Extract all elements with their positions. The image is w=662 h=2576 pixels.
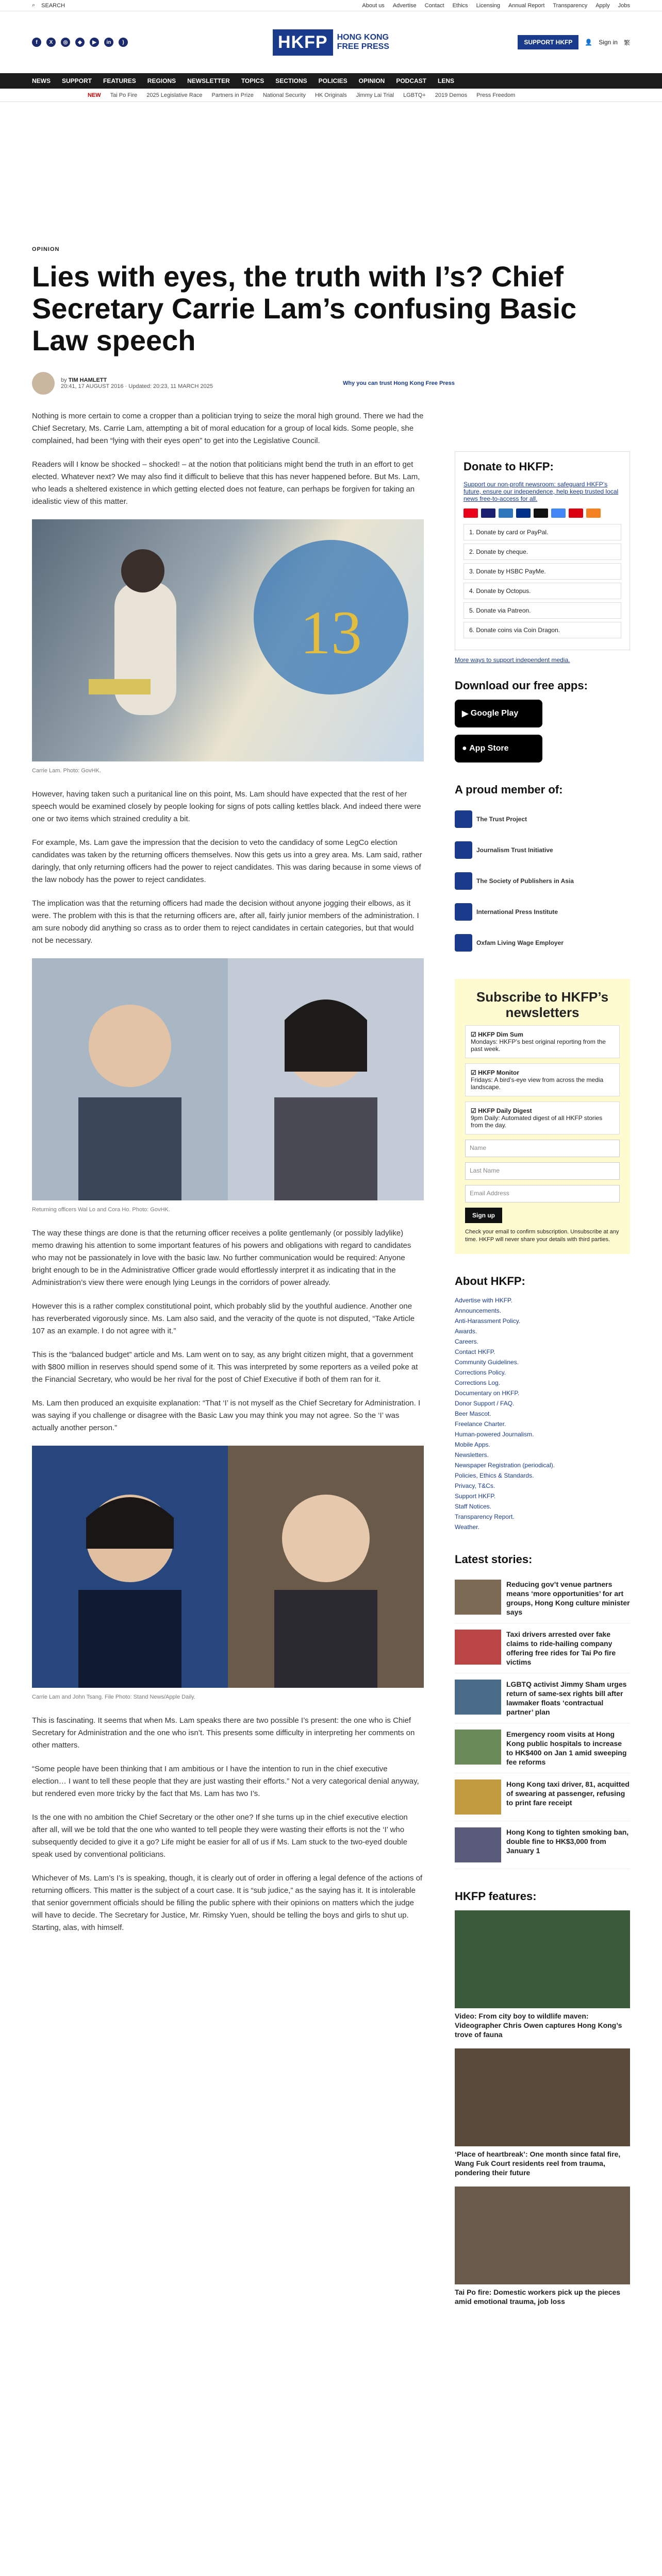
member-logo[interactable]: [455, 896, 630, 927]
newsletter-widget: [455, 979, 630, 1254]
members-title: A proud member of:: [455, 783, 563, 796]
story-title: Hong Kong to tighten smoking ban, double fine to HK$3,000 from January 1: [506, 1828, 629, 1855]
newsletter-name: ☑ HKFP Dim Sum: [471, 1031, 523, 1038]
visa-icon: [481, 509, 495, 518]
member-logo[interactable]: [455, 835, 630, 866]
member-badge-icon: [455, 903, 472, 921]
paragraph: However, having taken such a puritanical line on this point, Ms. Lam should have expected that the rest of her speech would be examined closely by people looking for signs of pots calling kettles black. And indeed there were one or two items which strained credulity a bit.: [32, 790, 421, 823]
logo-mark: HKFP: [273, 29, 333, 56]
facebook-icon[interactable]: f: [32, 38, 41, 47]
top-link[interactable]: Ethics: [452, 2, 468, 9]
top-link[interactable]: Licensing: [476, 2, 501, 9]
story-thumbnail: [455, 1780, 501, 1815]
author-name[interactable]: TIM HAMLETT: [68, 377, 107, 383]
latest-story[interactable]: [455, 1573, 630, 1623]
paragraph: The implication was that the returning officers had made the decision without anyone jogging their elbows, as it were. The problem with this is that the returning officers are, after all, fairly junior members of the administration. I am sure nobody did anything so crass as to order them to reject candidates in certain categories, but that would not be necessary.: [32, 899, 419, 945]
features-title: HKFP features:: [455, 1890, 537, 1903]
author-avatar: [32, 372, 55, 395]
member-badge-icon: [455, 841, 472, 859]
feature-card[interactable]: [455, 2187, 630, 2306]
photo-returning-officers: [32, 958, 424, 1200]
nav-item[interactable]: FEATURES: [103, 77, 136, 84]
figure-caption-1: Carrie Lam. Photo: GovHK.: [32, 768, 101, 774]
latest-story[interactable]: [455, 1673, 630, 1723]
subnav-item[interactable]: Jimmy Lai Trial: [356, 92, 394, 98]
about-link[interactable]: Corrections Log.: [455, 1379, 501, 1386]
paragraph: This is fascinating. It seems that when Ms. Lam speaks there are two possible I’s present: the one who is Chief Secretary for Administration and the one who isn’t. This presents some difficulty in interpreting her comments on other matters.: [32, 1716, 415, 1750]
site-logo[interactable]: [273, 29, 389, 56]
apple-icon: ●: [462, 744, 470, 753]
paragraph: For example, Ms. Lam gave the impression that the decision to veto the candidacy of some LegCo election candidates was taken by the returning officers themselves. Now this gets us into a grey area. Ms. Lam said, rather daringly, that only returning officers had the power to reject candidates. This was daring because in some views of the law nobody has the power to reject candidates.: [32, 838, 422, 884]
story-title: Taxi drivers arrested over fake claims to ride-hailing company offering free rides for Tai Po fire victims: [506, 1630, 616, 1666]
search-icon[interactable]: ⌕: [32, 2, 36, 8]
main-nav: [0, 73, 662, 89]
about-link[interactable]: Beer Mascot.: [455, 1410, 491, 1417]
member-name: Journalism Trust Initiative: [476, 846, 553, 854]
nav-item[interactable]: NEWS: [32, 77, 51, 84]
story-thumbnail: [455, 1630, 501, 1665]
top-link[interactable]: Annual Report: [508, 2, 545, 9]
apps-title: Download our free apps:: [455, 679, 588, 692]
paragraph: “Some people have been thinking that I am ambitious or I have the intention to run in the chief executive election… I want to tell these people that they are just wasting their efforts.” Not a very categorical denial anyway, but rendered even more tricky by the fact that Ms. Lam has two I’s.: [32, 1765, 419, 1798]
site-header: [0, 11, 662, 73]
paragraph: Whichever of Ms. Lam’s I’s is speaking, though, it is clearly out of order in offering a legal defence of the actions of returning officers. This matter is the subject of a court case. It is “sub judice,” as the saying has it. It is intolerable that senior government officials should be filling the public sphere with their opinions on matters which the judge will have to decide. The Secretary for Justice, Mr. Rimsky Yuen, should be telling the boys and girls to shut up. Starting, alas, with himself.: [32, 1874, 423, 1932]
story-title: LGBTQ activist Jimmy Sham urges return of same-sex rights bill after lawmaker floats ‘contractual partner’ plan: [506, 1680, 627, 1716]
by-prefix: by: [61, 377, 67, 383]
feature-title: Tai Po fire: Domestic workers pick up the pieces amid emotional trauma, job loss: [455, 2288, 621, 2306]
about-link[interactable]: Privacy, T&Cs.: [455, 1482, 495, 1489]
logo-line-1: HONG KONG: [337, 33, 389, 42]
donate-title: Donate to HKFP:: [464, 460, 554, 473]
subnav-item[interactable]: Tai Po Fire: [110, 92, 138, 98]
about-link[interactable]: Announcements.: [455, 1307, 502, 1314]
figure-lam-tsang: [32, 1446, 424, 1703]
x-icon[interactable]: X: [46, 38, 56, 47]
rss-icon[interactable]: ): [119, 38, 128, 47]
sign-in-link[interactable]: Sign in: [599, 39, 618, 46]
nav-item[interactable]: POLICIES: [318, 77, 347, 84]
about-link[interactable]: Newsletters.: [455, 1451, 489, 1459]
publish-dates: 20:41, 17 AUGUST 2016 · Updated: 20:23, 11 MARCH 2025: [61, 383, 213, 389]
about-link[interactable]: Advertise with HKFP.: [455, 1297, 512, 1304]
google-play-icon: ▶: [462, 709, 471, 718]
apps-section: [455, 679, 630, 762]
latest-section: [455, 1553, 630, 1869]
top-strip: [0, 0, 662, 11]
story-thumbnail: [455, 1680, 501, 1715]
about-link[interactable]: Awards.: [455, 1328, 477, 1335]
page-title: Lies with eyes, the truth with I’s? Chief Secretary Carrie Lam’s confusing Basic Law speech: [32, 260, 577, 357]
latest-story[interactable]: [455, 1723, 630, 1773]
member-badge-icon: [455, 810, 472, 828]
members-section: [455, 783, 630, 958]
newsletter-desc: 9pm Daily: Automated digest of all HKFP stories from the day.: [471, 1114, 603, 1129]
about-link[interactable]: Policies, Ethics & Standards.: [455, 1472, 534, 1479]
story-title: Emergency room visits at Hong Kong public hospitals to increase to HK$400 on Jan 1 amid sweeping fee reforms: [506, 1730, 627, 1766]
support-button[interactable]: SUPPORT HKFP: [518, 35, 578, 49]
linkedin-icon[interactable]: in: [104, 38, 113, 47]
paragraph: However this is a rather complex constitutional point, which probably slid by the youthful audience. Another one has reverberated vigorously since. Ms. Lam also said, and the veracity of the quote is not disputed, “Take Article 107 as an example. I do not agree with it.”: [32, 1302, 415, 1335]
paragraph: Ms. Lam then produced an exquisite explanation: “That ‘I’ is not myself as the Chief Secretary for Administration. I was saying if you challenge or disagree with the Basic Law you may think you may not agree. So the ‘I’ was actually another person.”: [32, 1399, 421, 1432]
nav-item[interactable]: TOPICS: [241, 77, 264, 84]
payme-icon: [569, 509, 583, 518]
about-link[interactable]: Documentary on HKFP.: [455, 1389, 520, 1397]
subnav-item[interactable]: 2025 Legislative Race: [146, 92, 203, 98]
photo-lam-tsang: [32, 1446, 424, 1688]
newsletter-option[interactable]: [465, 1063, 620, 1096]
newsletter-name: ☑ HKFP Daily Digest: [471, 1107, 532, 1114]
about-link[interactable]: Human-powered Journalism.: [455, 1431, 534, 1438]
about-link[interactable]: Transparency Report.: [455, 1513, 515, 1520]
paypal-icon: [516, 509, 531, 518]
nav-item[interactable]: REGIONS: [147, 77, 176, 84]
member-name: The Trust Project: [476, 816, 527, 823]
more-ways-link[interactable]: More ways to support independent media.: [455, 656, 570, 664]
about-link[interactable]: Freelance Charter.: [455, 1420, 506, 1428]
subnav-item[interactable]: LGBTQ+: [403, 92, 426, 98]
donate-lead[interactable]: Support our non-profit newsroom: safeguard HKFP’s future, ensure our independence, help keep trusted local news free-to-access for all.: [464, 481, 619, 502]
about-link[interactable]: Mobile Apps.: [455, 1441, 490, 1448]
about-link[interactable]: Support HKFP.: [455, 1493, 496, 1500]
newsletter-field[interactable]: Email Address: [465, 1185, 620, 1202]
subnav-item[interactable]: Press Freedom: [476, 92, 516, 98]
feature-image: [455, 2048, 630, 2146]
instagram-icon[interactable]: ◎: [61, 38, 70, 47]
newsletter-field[interactable]: Name: [465, 1140, 620, 1157]
paragraph: The way these things are done is that the returning officer receives a polite gentlemanly (or possibly ladylike) memo drawing his attention to some important features of his powers and obligations with regard to candidates who may not be passionately in love with the basic law. No further communication would be required: Anyone bright enough to be in the Administrative Officer grade would effortlessly interpret it as indicating that in the Administration’s view there were enough lying Leungs in the corridors of power already.: [32, 1229, 411, 1287]
photo-illustration: [32, 519, 424, 761]
member-logo[interactable]: [455, 927, 630, 958]
newsletter-name: ☑ HKFP Monitor: [471, 1069, 519, 1076]
signup-button[interactable]: Sign up: [465, 1208, 502, 1223]
amex-icon: [499, 509, 513, 518]
paragraph: This is the “balanced budget” article and Ms. Lam went on to say, as any bright citizen might, that a government with $800 million in reserves should spend some of it. This was interpreted by some reporters as a veiled poke at the Financial Secretary, who would be her rival for the post of Chief Executive if both of them ran for it.: [32, 1350, 418, 1384]
nav-item[interactable]: SECTIONS: [275, 77, 307, 84]
nav-item[interactable]: SUPPORT: [62, 77, 92, 84]
svg-text:13: 13: [300, 598, 362, 667]
nav-item[interactable]: LENS: [437, 77, 454, 84]
member-badge-icon: [455, 934, 472, 952]
member-logo[interactable]: [455, 866, 630, 896]
latest-story[interactable]: [455, 1821, 630, 1869]
logo-line-2: FREE PRESS: [337, 42, 389, 51]
newsletter-option[interactable]: [465, 1025, 620, 1058]
new-badge: NEW: [88, 92, 101, 98]
newsletter-desc: Fridays: A bird’s-eye view from across the media landscape.: [471, 1076, 604, 1091]
top-links: [362, 3, 630, 9]
nav-item[interactable]: NEWSLETTER: [187, 77, 230, 84]
about-link[interactable]: Weather.: [455, 1523, 479, 1531]
about-section: [455, 1275, 630, 1532]
figure-caption-3: Carrie Lam and John Tsang. File Photo: Stand News/Apple Daily.: [32, 1694, 195, 1700]
latest-title: Latest stories:: [455, 1553, 533, 1566]
newsletter-field[interactable]: Last Name: [465, 1162, 620, 1180]
member-name: International Press Institute: [476, 908, 558, 916]
features-section: [455, 1890, 630, 2306]
paragraph: Readers will I know be shocked – shocked! – at the notion that politicians might bend the truth in an effort to get elected. Whatever next? We may also find it difficult to believe that this has never happened before. But Ms. Lam, who leads a sheltered existence in which getting elected does not feature, can perhaps be forgiven for taking an idealistic view of this matter.: [32, 460, 420, 506]
latest-story[interactable]: [455, 1623, 630, 1673]
member-badge-icon: [455, 872, 472, 890]
app-store-badge[interactable]: ● App Store: [455, 735, 542, 762]
donate-option[interactable]: 1. Donate by card or PayPal.: [464, 524, 621, 540]
signup-note: Check your email to confirm subscription. Unsubscribe at any time. HKFP will never share your details with third parties.: [465, 1229, 619, 1243]
story-thumbnail: [455, 1580, 501, 1615]
photo-carrie-lam: [32, 519, 424, 761]
top-link[interactable]: Apply: [595, 2, 610, 9]
feature-title: ‘Place of heartbreak’: One month since fatal fire, Wang Fuk Court residents reel from trauma, pondering their future: [455, 2150, 621, 2177]
search-link[interactable]: SEARCH: [41, 2, 65, 9]
about-link[interactable]: Newspaper Registration (periodical).: [455, 1462, 555, 1469]
feature-title: Video: From city boy to wildlife maven: Videographer Chris Owen captures Hong Kong’s trove of fauna: [455, 2012, 622, 2039]
trust-link[interactable]: Why you can trust Hong Kong Free Press: [342, 380, 455, 386]
donate-option[interactable]: 5. Donate via Patreon.: [464, 602, 621, 619]
about-link[interactable]: Anti-Harassment Policy.: [455, 1317, 521, 1325]
feature-card[interactable]: [455, 2048, 630, 2177]
mastercard-icon: [464, 509, 478, 518]
youtube-icon[interactable]: ▶: [90, 38, 99, 47]
feature-image: [455, 1910, 630, 2008]
about-link[interactable]: Donor Support / FAQ.: [455, 1400, 515, 1407]
applepay-icon: [534, 509, 548, 518]
byline: [32, 372, 630, 395]
subnav-item[interactable]: 2019 Demos: [435, 92, 468, 98]
story-title: Reducing gov’t venue partners means ‘more opportunities’ for art groups, Hong Kong culture minister says: [506, 1580, 630, 1616]
section-label[interactable]: OPINION: [32, 246, 60, 252]
donate-option[interactable]: 6. Donate coins via Coin Dragon.: [464, 622, 621, 638]
feature-image: [455, 2187, 630, 2284]
sub-nav: [0, 89, 662, 102]
payment-cards: [464, 509, 621, 518]
top-link[interactable]: Advertise: [392, 2, 417, 9]
top-link[interactable]: Contact: [424, 2, 444, 9]
article-body: [32, 410, 424, 2315]
donate-option[interactable]: 2. Donate by cheque.: [464, 544, 621, 560]
newsletter-desc: Mondays: HKFP’s best original reporting from the past week.: [471, 1038, 606, 1053]
donate-widget: [455, 451, 630, 650]
octopus-icon: [586, 509, 601, 518]
top-link[interactable]: Jobs: [618, 2, 630, 9]
nav-item[interactable]: PODCAST: [396, 77, 426, 84]
googlepay-icon: [551, 509, 566, 518]
top-link[interactable]: Transparency: [553, 2, 588, 9]
about-link[interactable]: Corrections Policy.: [455, 1369, 506, 1376]
latest-story[interactable]: [455, 1773, 630, 1821]
figure-carrie-lam: [32, 519, 424, 777]
member-name: Oxfam Living Wage Employer: [476, 939, 564, 946]
paragraph: Nothing is more certain to come a cropper than a politician trying to seize the moral high ground. There we had the Chief Secretary, Ms. Carrie Lam, attempting a bit of moral education for a group of local kids. Some people, she complained, had been “lying with their eyes open” to get into the Legislative Council.: [32, 412, 424, 445]
about-link[interactable]: Community Guidelines.: [455, 1359, 519, 1366]
nav-item[interactable]: OPINION: [358, 77, 385, 84]
photo-illustration-2: [32, 958, 424, 1200]
social-links: [32, 38, 128, 47]
newsletter-title: Subscribe to HKFP’s newsletters: [476, 989, 609, 1020]
bluesky-icon[interactable]: ◆: [75, 38, 85, 47]
newsletter-option[interactable]: [465, 1101, 620, 1134]
story-title: Hong Kong taxi driver, 81, acquitted of swearing at passenger, refusing to print fare receipt: [506, 1780, 630, 1807]
top-link[interactable]: About us: [362, 2, 385, 9]
google-play-badge[interactable]: ▶ Google Play: [455, 700, 542, 727]
feature-card[interactable]: [455, 1910, 630, 2039]
story-thumbnail: [455, 1730, 501, 1765]
about-link[interactable]: Contact HKFP.: [455, 1348, 495, 1355]
member-logo[interactable]: [455, 804, 630, 835]
story-thumbnail: [455, 1827, 501, 1862]
subnav-item[interactable]: National Security: [262, 92, 306, 98]
figure-caption-2: Returning officers Wal Lo and Cora Ho. Photo: GovHK.: [32, 1207, 170, 1213]
paragraph: Is the one with no ambition the Chief Secretary or the other one? If she turns up in the chief executive election after all, will we be told that the one who wanted to tell people they were wasting their efforts is not the ‘I’ who subsequently decided to give it a go? Life might be easier for all of us if Ms. Lam stuck to the two-eyed double speak used by conventional politicians.: [32, 1813, 408, 1859]
figure-returning-officers: [32, 958, 424, 1216]
subnav-item[interactable]: Partners in Prize: [211, 92, 254, 98]
donate-option[interactable]: 4. Donate by Octopus.: [464, 583, 621, 599]
about-title: About HKFP:: [455, 1275, 525, 1287]
language-switch[interactable]: 繁: [623, 39, 630, 46]
subnav-item[interactable]: HK Originals: [315, 92, 347, 98]
sidebar: [455, 410, 630, 2315]
about-link[interactable]: Careers.: [455, 1338, 479, 1345]
about-link[interactable]: Staff Notices.: [455, 1503, 492, 1510]
donate-option[interactable]: 3. Donate by HSBC PayMe.: [464, 563, 621, 580]
member-name: The Society of Publishers in Asia: [476, 877, 574, 885]
user-icon[interactable]: 👤: [585, 39, 593, 46]
photo-illustration-3: [32, 1446, 424, 1688]
